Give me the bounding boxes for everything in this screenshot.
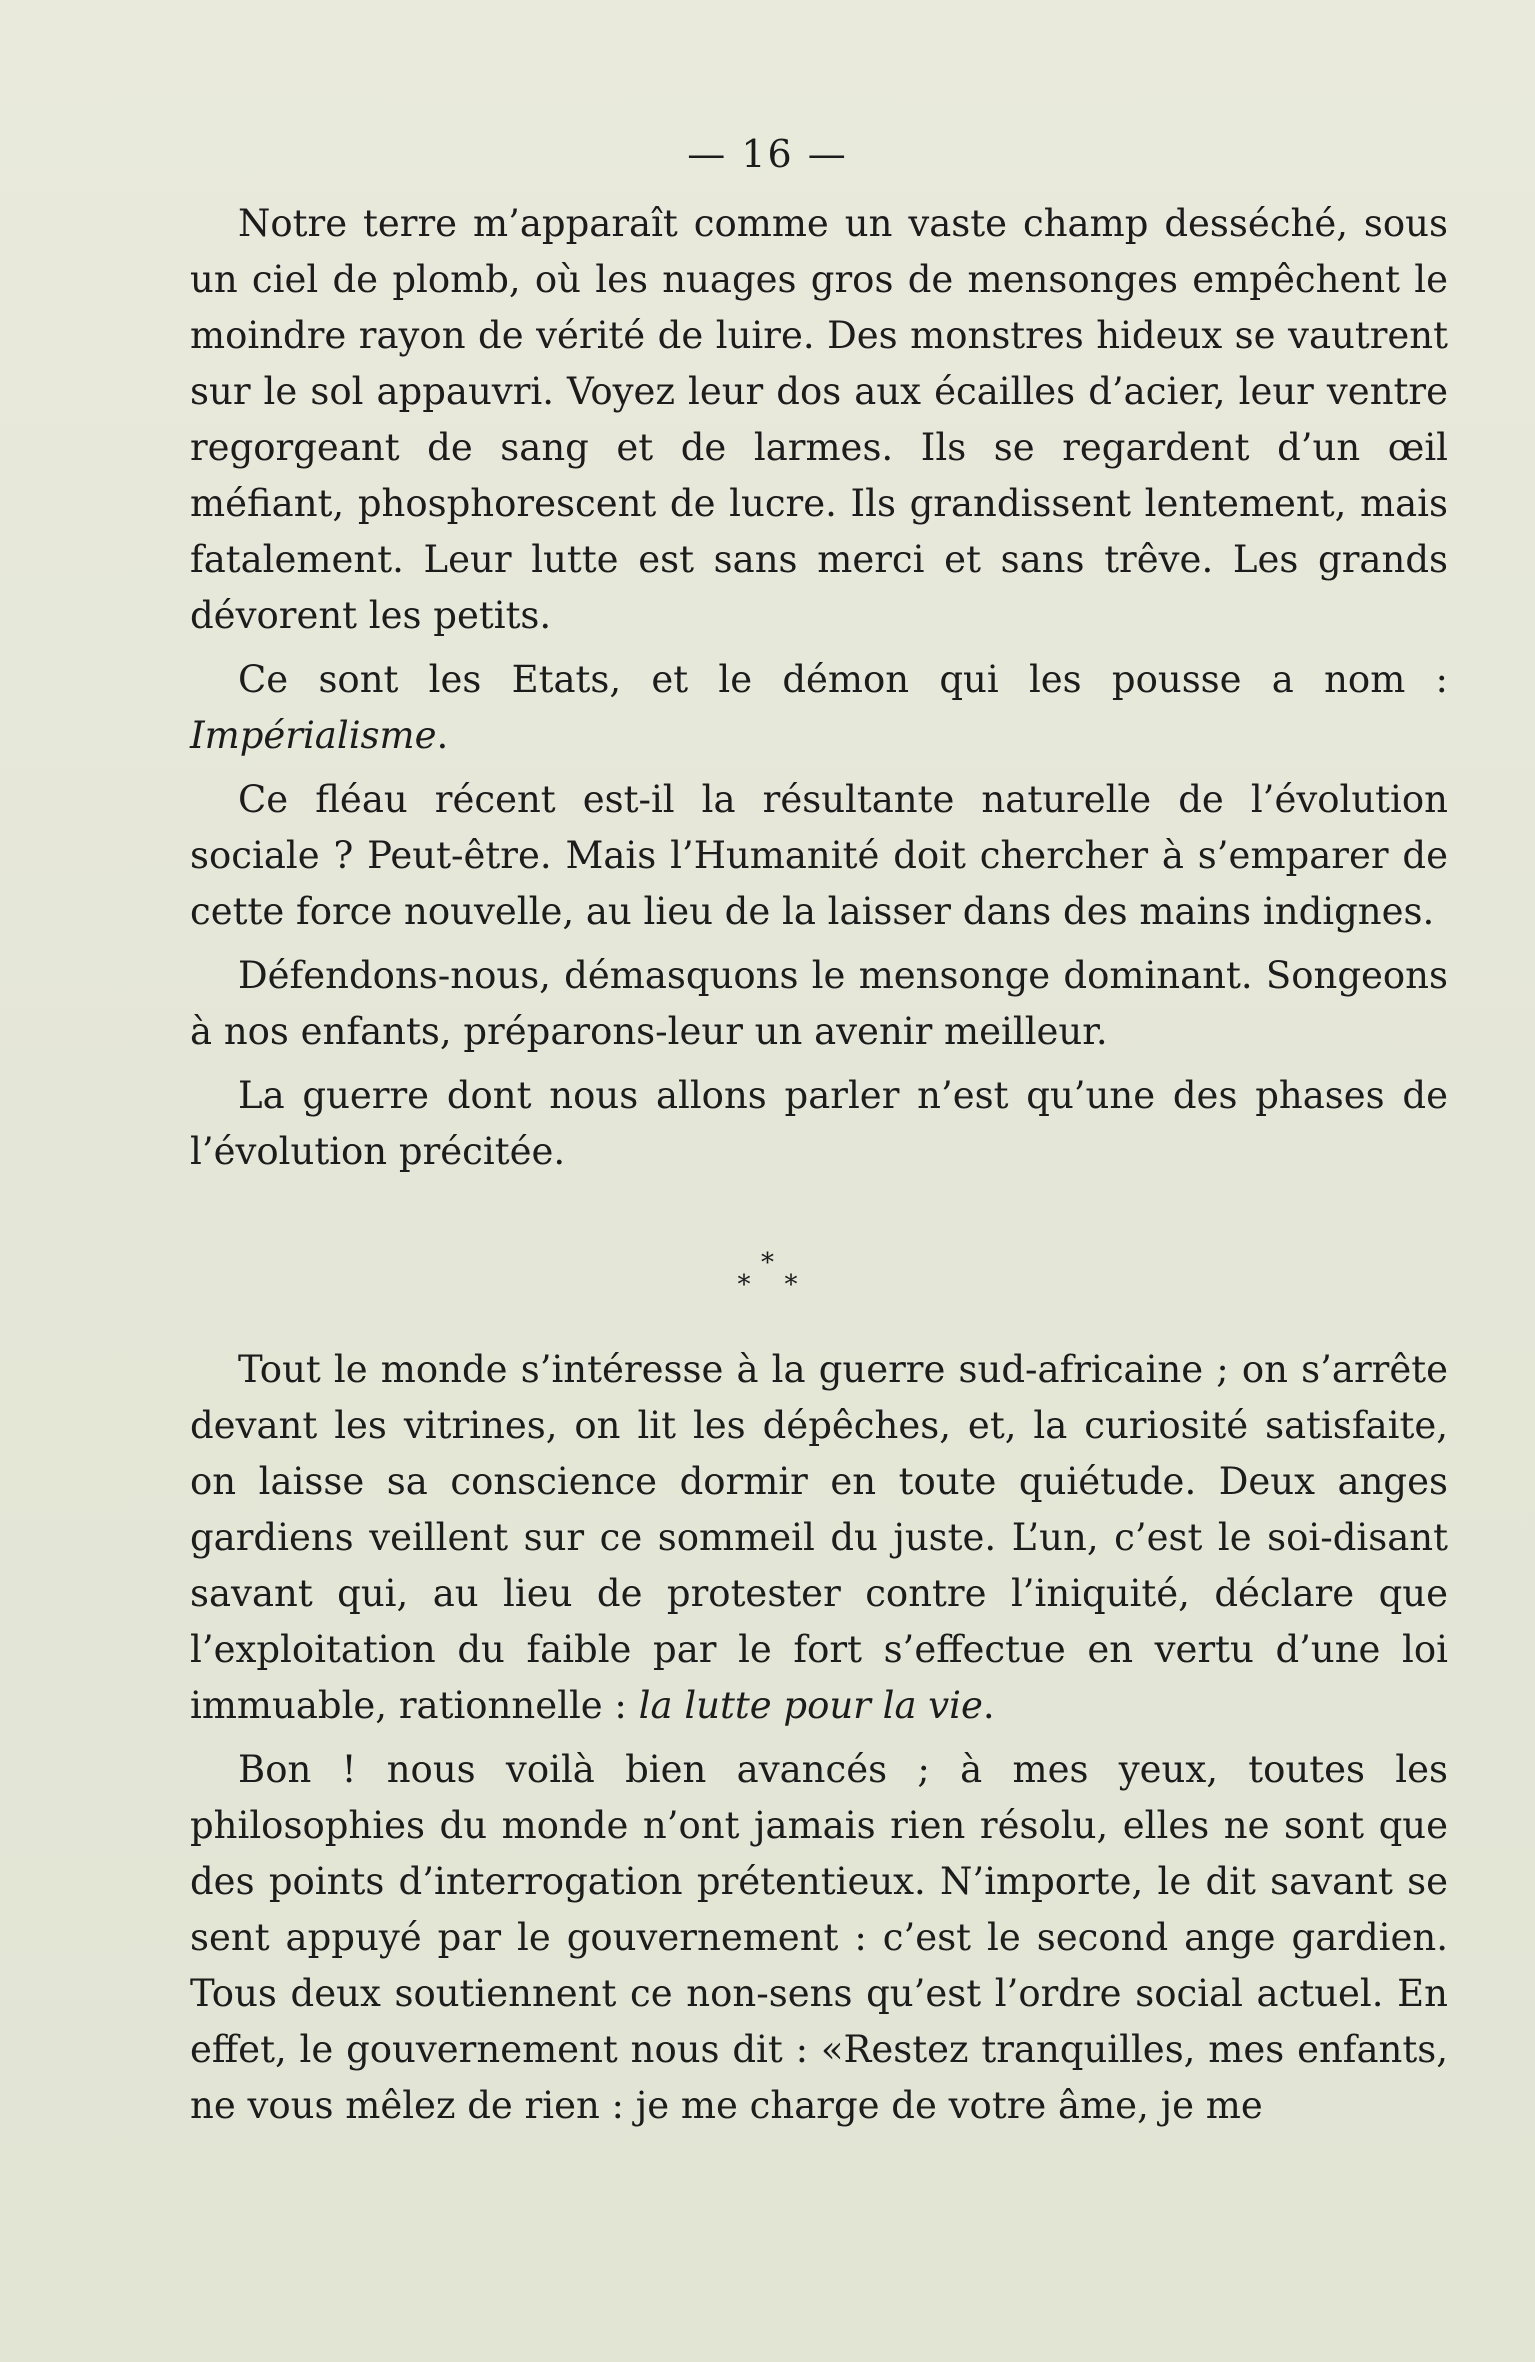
italic-term: la lutte pour la vie (638, 1684, 983, 1727)
paragraph: Bon ! nous voilà bien avancés ; à mes yeux, toutes les philosophies du monde n’ont jamais rien résolu, elles ne sont que des points d’interrogation prétentieux. N’importe, le dit savant se sent appuyé par le gouvernement : c’est le second ange gardien. Tous deux soutiennent ce non-sens qu’est l’ordre social actuel. En effet, le gouvernement nous dit : «Restez tranquilles, mes enfants, ne vous mêlez de rien : je me charge de votre âme, je me (190, 1748, 1448, 2127)
paragraph: La guerre dont nous allons parler n’est qu’une des phases de l’évolution précitée. (190, 1074, 1448, 1173)
italic-term: Impérialisme (190, 714, 437, 757)
paragraph: Notre terre m’apparaît comme un vaste champ desséché, sous un ciel de plomb, où les nuages gros de mensonges empêchent le moindre rayon de vérité de luire. Des monstres hideux se vautrent sur le sol appauvri. Voyez leur dos aux écailles d’acier, leur ventre regorgeant de sang et de larmes. Ils se regardent d’un œil méfiant, phosphorescent de lucre. Ils grandissent lentement, mais fatalement. Leur lutte est sans merci et sans trêve. Les grands dévorent les petits. (190, 202, 1448, 637)
text-block-bottom (190, 1342, 1448, 2134)
separator-star-top: * (761, 1248, 774, 1278)
separator-stars-bottom: ** (737, 1270, 832, 1300)
paragraph: Ce fléau récent est-il la résultante naturelle de l’évolution sociale ? Peut-être. Mais l’Humanité doit chercher à s’emparer de cette force nouvelle, au lieu de la laisser dans des mains indignes. (190, 778, 1448, 933)
page-number: — 16 — (687, 132, 848, 176)
paragraph (190, 652, 1448, 764)
paragraph (190, 1342, 1448, 1734)
section-separator (0, 1248, 1535, 1300)
paragraph-text: Ce sont les Etats, et le démon qui les pousse a nom : (238, 658, 1448, 701)
paragraph-text: . (982, 1684, 995, 1727)
text-block-top (190, 196, 1448, 1180)
paragraph: Défendons-nous, démasquons le mensonge dominant. Songeons à nos enfants, préparons-leur un avenir meilleur. (190, 954, 1448, 1053)
paragraph-text: Tout le monde s’intéresse à la guerre sud-africaine ; on s’arrête devant les vitrines, on lit les dépêches, et, la curiosité satisfaite, on laisse sa conscience dormir en toute quiétude. Deux anges gardiens veillent sur ce sommeil du juste. L’un, c’est le soi-disant savant qui, au lieu de protester contre l’iniquité, déclare que l’exploitation du faible par le fort s’effectue en vertu d’une loi immuable, rationnelle : (190, 1348, 1448, 1727)
paragraph-text: . (436, 714, 449, 757)
